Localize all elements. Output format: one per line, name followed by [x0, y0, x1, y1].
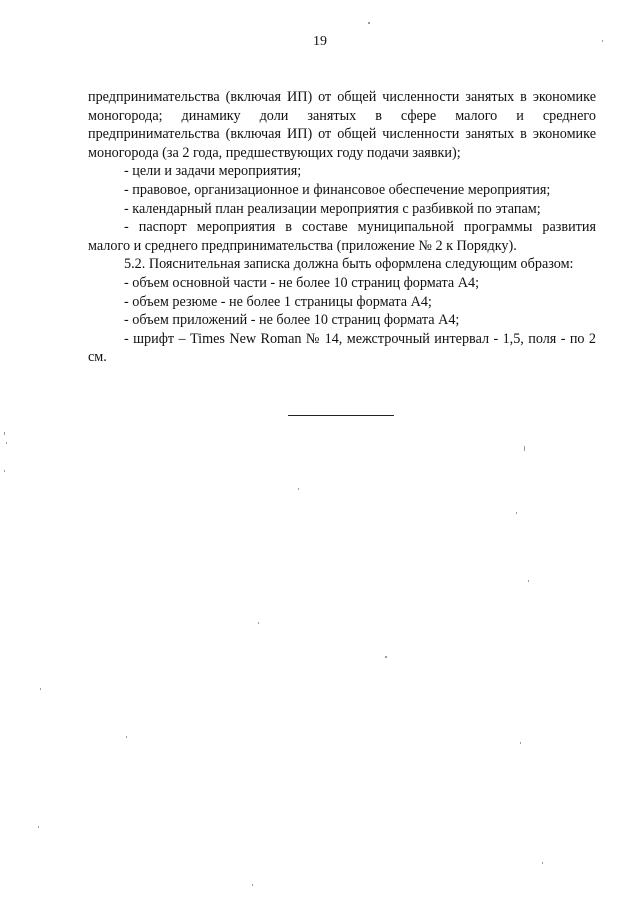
scan-speck — [4, 470, 5, 472]
scan-speck — [40, 688, 41, 690]
end-of-document-rule — [288, 415, 394, 416]
list-item-font-requirements: - шрифт – Times New Roman № 14, межстрочный интервал - 1,5, поля - по 2 см. — [88, 330, 596, 366]
list-item-calendar-plan: - календарный план реализации мероприятия с разбивкой по этапам; — [124, 200, 541, 217]
scan-speck — [4, 432, 5, 435]
list-item-appendix-volume: - объем приложений - не более 10 страниц формата А4; — [124, 312, 460, 329]
scan-speck — [252, 884, 253, 886]
list-item-legal-support: - правовое, организационное и финансовое обеспечение мероприятия; — [124, 181, 551, 198]
scan-speck — [516, 512, 517, 514]
scan-speck — [6, 442, 7, 444]
scan-speck — [368, 22, 370, 24]
scan-speck — [385, 656, 387, 658]
scan-speck — [258, 622, 259, 624]
scan-speck — [126, 736, 127, 738]
scan-speck — [542, 862, 543, 864]
paragraph-employment-dynamics: предпринимательства (включая ИП) от общей численности занятых в экономике моногорода; динамику доли занятых в сфере малого и среднего предпринимательства (включая ИП) от общей численности занятых в экономике моногорода (за 2 года, предшествующих году подачи заявки); — [88, 89, 596, 161]
scan-speck — [298, 488, 299, 490]
paragraph-section-5-2: 5.2. Пояснительная записка должна быть оформлена следующим образом: — [124, 256, 574, 273]
scan-speck — [520, 742, 521, 744]
page-number: 19 — [313, 34, 327, 49]
scan-speck — [38, 826, 39, 828]
document-body — [88, 88, 596, 367]
list-item-passport: - паспорт мероприятия в составе муниципальной программы развития малого и среднего предпринимательства (приложение № 2 к Порядку). — [88, 219, 596, 254]
scan-speck — [524, 446, 525, 451]
list-item-summary-volume: - объем резюме - не более 1 страницы формата А4; — [124, 293, 432, 310]
scan-speck — [602, 40, 603, 42]
list-item-main-part-volume: - объем основной части - не более 10 страниц формата А4; — [124, 274, 480, 291]
list-item-goals: - цели и задачи мероприятия; — [124, 163, 302, 180]
scan-speck — [528, 580, 529, 582]
